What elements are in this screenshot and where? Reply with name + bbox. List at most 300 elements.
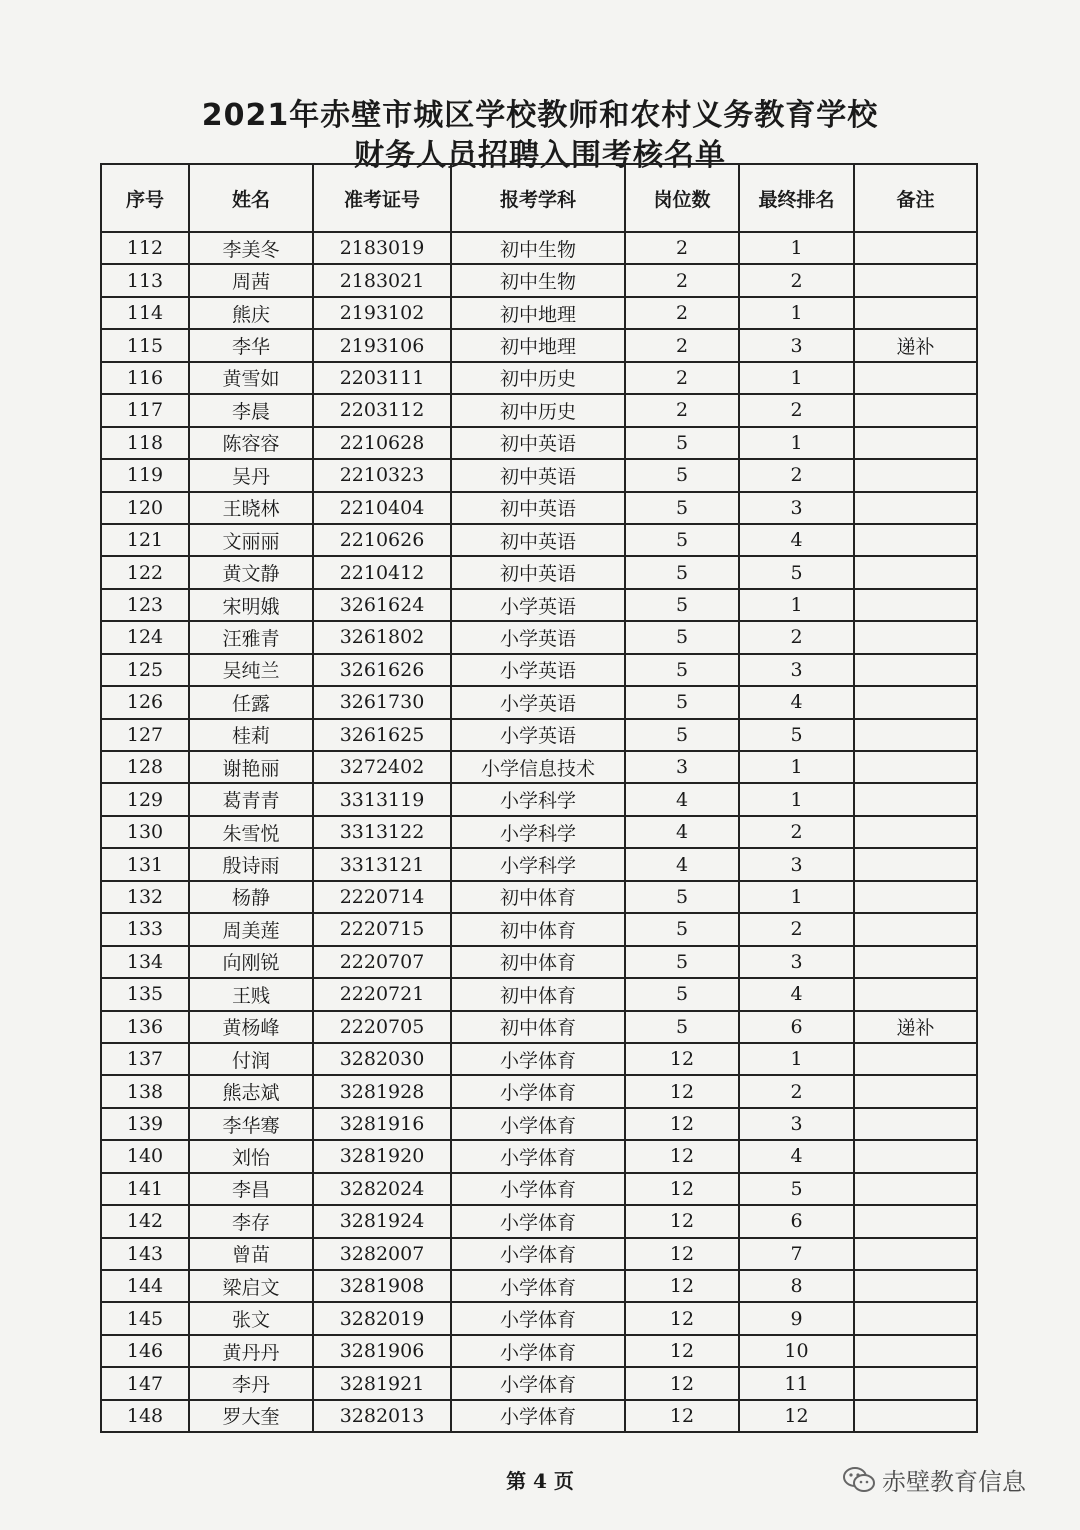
cell-subject: 小学体育 bbox=[451, 1238, 625, 1270]
table-body bbox=[101, 232, 977, 1432]
cell-remarks bbox=[854, 913, 977, 945]
cell-subject: 初中英语 bbox=[451, 459, 625, 491]
cell-final-rank: 3 bbox=[739, 329, 854, 361]
cell-final-rank: 5 bbox=[739, 556, 854, 588]
cell-exam-id: 2183021 bbox=[313, 264, 451, 296]
cell-final-rank: 4 bbox=[739, 1140, 854, 1172]
cell-index: 145 bbox=[101, 1302, 189, 1334]
cell-index: 123 bbox=[101, 589, 189, 621]
cell-subject: 小学信息技术 bbox=[451, 751, 625, 783]
cell-remarks: 递补 bbox=[854, 329, 977, 361]
table-row bbox=[101, 329, 977, 361]
cell-index: 147 bbox=[101, 1367, 189, 1399]
cell-exam-id: 2220705 bbox=[313, 1011, 451, 1043]
cell-name: 刘怡 bbox=[189, 1140, 313, 1172]
cell-final-rank: 4 bbox=[739, 686, 854, 718]
cell-exam-id: 3281924 bbox=[313, 1205, 451, 1237]
cell-positions: 5 bbox=[625, 654, 739, 686]
cell-positions: 12 bbox=[625, 1367, 739, 1399]
cell-index: 133 bbox=[101, 913, 189, 945]
cell-remarks bbox=[854, 1238, 977, 1270]
wechat-icon bbox=[842, 1465, 876, 1495]
cell-final-rank: 1 bbox=[739, 232, 854, 264]
cell-positions: 12 bbox=[625, 1140, 739, 1172]
cell-index: 112 bbox=[101, 232, 189, 264]
cell-index: 119 bbox=[101, 459, 189, 491]
cell-name: 葛青青 bbox=[189, 783, 313, 815]
cell-final-rank: 6 bbox=[739, 1011, 854, 1043]
cell-positions: 5 bbox=[625, 556, 739, 588]
cell-subject: 小学体育 bbox=[451, 1270, 625, 1302]
cell-name: 吴纯兰 bbox=[189, 654, 313, 686]
cell-subject: 小学体育 bbox=[451, 1335, 625, 1367]
cell-name: 文丽丽 bbox=[189, 524, 313, 556]
cell-subject: 小学体育 bbox=[451, 1173, 625, 1205]
cell-remarks bbox=[854, 492, 977, 524]
cell-name: 谢艳丽 bbox=[189, 751, 313, 783]
cell-final-rank: 2 bbox=[739, 264, 854, 296]
cell-remarks bbox=[854, 1335, 977, 1367]
cell-index: 127 bbox=[101, 719, 189, 751]
cell-positions: 2 bbox=[625, 232, 739, 264]
cell-name: 李华 bbox=[189, 329, 313, 361]
cell-final-rank: 2 bbox=[739, 816, 854, 848]
cell-remarks bbox=[854, 848, 977, 880]
cell-positions: 12 bbox=[625, 1270, 739, 1302]
cell-index: 131 bbox=[101, 848, 189, 880]
table-header-row bbox=[101, 164, 977, 232]
header-name: 姓名 bbox=[189, 164, 313, 232]
cell-name: 陈容容 bbox=[189, 427, 313, 459]
cell-positions: 5 bbox=[625, 719, 739, 751]
table-row bbox=[101, 459, 977, 491]
cell-remarks bbox=[854, 1108, 977, 1140]
cell-subject: 初中地理 bbox=[451, 329, 625, 361]
cell-subject: 初中历史 bbox=[451, 394, 625, 426]
cell-name: 黄雪如 bbox=[189, 362, 313, 394]
cell-exam-id: 3281920 bbox=[313, 1140, 451, 1172]
cell-exam-id: 2193106 bbox=[313, 329, 451, 361]
watermark bbox=[842, 1462, 1026, 1497]
cell-name: 李华骞 bbox=[189, 1108, 313, 1140]
cell-final-rank: 11 bbox=[739, 1367, 854, 1399]
cell-positions: 5 bbox=[625, 492, 739, 524]
cell-subject: 小学科学 bbox=[451, 816, 625, 848]
cell-remarks bbox=[854, 1400, 977, 1432]
cell-subject: 初中地理 bbox=[451, 297, 625, 329]
cell-exam-id: 3261802 bbox=[313, 621, 451, 653]
cell-subject: 初中体育 bbox=[451, 913, 625, 945]
cell-name: 李丹 bbox=[189, 1367, 313, 1399]
cell-remarks bbox=[854, 459, 977, 491]
cell-subject: 小学体育 bbox=[451, 1302, 625, 1334]
cell-positions: 5 bbox=[625, 427, 739, 459]
cell-remarks bbox=[854, 1270, 977, 1302]
cell-name: 王贱 bbox=[189, 978, 313, 1010]
cell-exam-id: 3281906 bbox=[313, 1335, 451, 1367]
cell-final-rank: 8 bbox=[739, 1270, 854, 1302]
cell-final-rank: 1 bbox=[739, 783, 854, 815]
cell-exam-id: 3261626 bbox=[313, 654, 451, 686]
cell-positions: 5 bbox=[625, 978, 739, 1010]
cell-subject: 小学体育 bbox=[451, 1075, 625, 1107]
cell-index: 143 bbox=[101, 1238, 189, 1270]
cell-index: 136 bbox=[101, 1011, 189, 1043]
cell-remarks bbox=[854, 1367, 977, 1399]
cell-subject: 初中历史 bbox=[451, 362, 625, 394]
table-row bbox=[101, 1205, 977, 1237]
cell-name: 吴丹 bbox=[189, 459, 313, 491]
cell-name: 李昌 bbox=[189, 1173, 313, 1205]
table-row bbox=[101, 654, 977, 686]
cell-exam-id: 3272402 bbox=[313, 751, 451, 783]
page-title: 2021年赤壁市城区学校教师和农村义务教育学校 bbox=[201, 98, 879, 133]
cell-remarks bbox=[854, 881, 977, 913]
cell-name: 桂莉 bbox=[189, 719, 313, 751]
cell-exam-id: 2220721 bbox=[313, 978, 451, 1010]
cell-positions: 2 bbox=[625, 329, 739, 361]
cell-positions: 5 bbox=[625, 524, 739, 556]
cell-index: 125 bbox=[101, 654, 189, 686]
cell-positions: 5 bbox=[625, 621, 739, 653]
cell-remarks bbox=[854, 297, 977, 329]
table-row bbox=[101, 1400, 977, 1432]
table-row bbox=[101, 719, 977, 751]
table-row bbox=[101, 556, 977, 588]
table-row bbox=[101, 297, 977, 329]
cell-remarks bbox=[854, 978, 977, 1010]
cell-final-rank: 3 bbox=[739, 492, 854, 524]
cell-final-rank: 3 bbox=[739, 946, 854, 978]
cell-positions: 5 bbox=[625, 881, 739, 913]
cell-subject: 小学体育 bbox=[451, 1367, 625, 1399]
cell-exam-id: 3261624 bbox=[313, 589, 451, 621]
table-row bbox=[101, 1075, 977, 1107]
cell-exam-id: 3281916 bbox=[313, 1108, 451, 1140]
cell-index: 138 bbox=[101, 1075, 189, 1107]
cell-index: 121 bbox=[101, 524, 189, 556]
cell-index: 148 bbox=[101, 1400, 189, 1432]
cell-name: 宋明娥 bbox=[189, 589, 313, 621]
cell-name: 罗大奎 bbox=[189, 1400, 313, 1432]
table-row bbox=[101, 848, 977, 880]
cell-index: 146 bbox=[101, 1335, 189, 1367]
cell-remarks bbox=[854, 1173, 977, 1205]
cell-remarks bbox=[854, 556, 977, 588]
cell-final-rank: 1 bbox=[739, 427, 854, 459]
cell-remarks bbox=[854, 1140, 977, 1172]
cell-final-rank: 5 bbox=[739, 1173, 854, 1205]
cell-positions: 12 bbox=[625, 1043, 739, 1075]
cell-name: 杨静 bbox=[189, 881, 313, 913]
cell-remarks: 递补 bbox=[854, 1011, 977, 1043]
cell-index: 134 bbox=[101, 946, 189, 978]
cell-subject: 小学英语 bbox=[451, 719, 625, 751]
cell-remarks bbox=[854, 783, 977, 815]
cell-final-rank: 6 bbox=[739, 1205, 854, 1237]
header-remarks: 备注 bbox=[854, 164, 977, 232]
table-row bbox=[101, 1302, 977, 1334]
cell-name: 熊庆 bbox=[189, 297, 313, 329]
cell-exam-id: 3281928 bbox=[313, 1075, 451, 1107]
cell-index: 113 bbox=[101, 264, 189, 296]
table-row bbox=[101, 1238, 977, 1270]
cell-name: 周茜 bbox=[189, 264, 313, 296]
cell-subject: 初中英语 bbox=[451, 556, 625, 588]
cell-exam-id: 3261625 bbox=[313, 719, 451, 751]
cell-positions: 12 bbox=[625, 1335, 739, 1367]
cell-final-rank: 3 bbox=[739, 848, 854, 880]
cell-final-rank: 7 bbox=[739, 1238, 854, 1270]
cell-subject: 小学科学 bbox=[451, 783, 625, 815]
cell-index: 129 bbox=[101, 783, 189, 815]
cell-positions: 5 bbox=[625, 946, 739, 978]
cell-index: 120 bbox=[101, 492, 189, 524]
cell-subject: 初中生物 bbox=[451, 264, 625, 296]
cell-exam-id: 3313121 bbox=[313, 848, 451, 880]
table-row bbox=[101, 881, 977, 913]
watermark-text: 赤壁教育信息 bbox=[882, 1468, 1026, 1496]
cell-remarks bbox=[854, 1302, 977, 1334]
cell-remarks bbox=[854, 232, 977, 264]
table-row bbox=[101, 427, 977, 459]
cell-name: 周美莲 bbox=[189, 913, 313, 945]
cell-subject: 小学体育 bbox=[451, 1400, 625, 1432]
cell-final-rank: 4 bbox=[739, 524, 854, 556]
cell-final-rank: 9 bbox=[739, 1302, 854, 1334]
table-row bbox=[101, 686, 977, 718]
cell-name: 王晓林 bbox=[189, 492, 313, 524]
cell-index: 144 bbox=[101, 1270, 189, 1302]
cell-positions: 5 bbox=[625, 686, 739, 718]
cell-remarks bbox=[854, 1205, 977, 1237]
cell-exam-id: 3281908 bbox=[313, 1270, 451, 1302]
cell-subject: 初中体育 bbox=[451, 978, 625, 1010]
cell-remarks bbox=[854, 524, 977, 556]
table-row bbox=[101, 524, 977, 556]
table-row bbox=[101, 751, 977, 783]
cell-final-rank: 1 bbox=[739, 751, 854, 783]
cell-name: 李美冬 bbox=[189, 232, 313, 264]
table-row bbox=[101, 1270, 977, 1302]
table-row bbox=[101, 978, 977, 1010]
cell-remarks bbox=[854, 719, 977, 751]
cell-name: 熊志斌 bbox=[189, 1075, 313, 1107]
table-row bbox=[101, 232, 977, 264]
page-subtitle: 财务人员招聘入围考核名单 bbox=[354, 138, 726, 173]
cell-positions: 12 bbox=[625, 1108, 739, 1140]
cell-final-rank: 5 bbox=[739, 719, 854, 751]
cell-exam-id: 2210323 bbox=[313, 459, 451, 491]
cell-exam-id: 2193102 bbox=[313, 297, 451, 329]
cell-name: 殷诗雨 bbox=[189, 848, 313, 880]
cell-final-rank: 1 bbox=[739, 589, 854, 621]
cell-subject: 小学体育 bbox=[451, 1205, 625, 1237]
cell-remarks bbox=[854, 1075, 977, 1107]
cell-index: 135 bbox=[101, 978, 189, 1010]
cell-subject: 小学英语 bbox=[451, 589, 625, 621]
cell-subject: 小学体育 bbox=[451, 1108, 625, 1140]
cell-index: 124 bbox=[101, 621, 189, 653]
cell-final-rank: 1 bbox=[739, 881, 854, 913]
table-row bbox=[101, 264, 977, 296]
cell-name: 任露 bbox=[189, 686, 313, 718]
cell-remarks bbox=[854, 621, 977, 653]
cell-subject: 小学体育 bbox=[451, 1140, 625, 1172]
table-row bbox=[101, 1173, 977, 1205]
header-positions: 岗位数 bbox=[625, 164, 739, 232]
cell-remarks bbox=[854, 816, 977, 848]
cell-name: 黄杨峰 bbox=[189, 1011, 313, 1043]
cell-exam-id: 2183019 bbox=[313, 232, 451, 264]
cell-final-rank: 2 bbox=[739, 621, 854, 653]
header-subject: 报考学科 bbox=[451, 164, 625, 232]
cell-index: 140 bbox=[101, 1140, 189, 1172]
cell-remarks bbox=[854, 264, 977, 296]
cell-final-rank: 3 bbox=[739, 654, 854, 686]
cell-exam-id: 2210404 bbox=[313, 492, 451, 524]
cell-index: 126 bbox=[101, 686, 189, 718]
cell-subject: 初中英语 bbox=[451, 492, 625, 524]
cell-positions: 2 bbox=[625, 297, 739, 329]
table-row bbox=[101, 1043, 977, 1075]
cell-exam-id: 3282013 bbox=[313, 1400, 451, 1432]
cell-subject: 初中体育 bbox=[451, 881, 625, 913]
table-row bbox=[101, 621, 977, 653]
table-row bbox=[101, 362, 977, 394]
cell-subject: 初中生物 bbox=[451, 232, 625, 264]
cell-final-rank: 12 bbox=[739, 1400, 854, 1432]
cell-positions: 2 bbox=[625, 264, 739, 296]
table-row bbox=[101, 816, 977, 848]
cell-index: 118 bbox=[101, 427, 189, 459]
cell-positions: 3 bbox=[625, 751, 739, 783]
cell-subject: 初中体育 bbox=[451, 1011, 625, 1043]
cell-remarks bbox=[854, 589, 977, 621]
cell-positions: 12 bbox=[625, 1075, 739, 1107]
cell-exam-id: 2210412 bbox=[313, 556, 451, 588]
cell-index: 122 bbox=[101, 556, 189, 588]
cell-name: 李存 bbox=[189, 1205, 313, 1237]
cell-positions: 12 bbox=[625, 1173, 739, 1205]
cell-subject: 小学体育 bbox=[451, 1043, 625, 1075]
cell-index: 130 bbox=[101, 816, 189, 848]
header-exam-id: 准考证号 bbox=[313, 164, 451, 232]
table-row bbox=[101, 946, 977, 978]
cell-name: 梁启文 bbox=[189, 1270, 313, 1302]
cell-positions: 12 bbox=[625, 1302, 739, 1334]
table-row bbox=[101, 492, 977, 524]
roster-table bbox=[100, 163, 978, 1433]
cell-exam-id: 3281921 bbox=[313, 1367, 451, 1399]
cell-final-rank: 2 bbox=[739, 913, 854, 945]
cell-index: 137 bbox=[101, 1043, 189, 1075]
cell-name: 黄丹丹 bbox=[189, 1335, 313, 1367]
table-row bbox=[101, 783, 977, 815]
cell-exam-id: 2203111 bbox=[313, 362, 451, 394]
table-row bbox=[101, 1335, 977, 1367]
cell-exam-id: 3282030 bbox=[313, 1043, 451, 1075]
cell-positions: 4 bbox=[625, 848, 739, 880]
header-final-rank: 最终排名 bbox=[739, 164, 854, 232]
page-number: 第 4 页 bbox=[506, 1469, 574, 1493]
cell-name: 黄文静 bbox=[189, 556, 313, 588]
cell-remarks bbox=[854, 686, 977, 718]
cell-exam-id: 3313119 bbox=[313, 783, 451, 815]
cell-name: 付润 bbox=[189, 1043, 313, 1075]
cell-index: 128 bbox=[101, 751, 189, 783]
cell-name: 李晨 bbox=[189, 394, 313, 426]
cell-exam-id: 3282024 bbox=[313, 1173, 451, 1205]
cell-name: 汪雅青 bbox=[189, 621, 313, 653]
cell-remarks bbox=[854, 946, 977, 978]
cell-final-rank: 1 bbox=[739, 362, 854, 394]
cell-final-rank: 3 bbox=[739, 1108, 854, 1140]
cell-subject: 小学科学 bbox=[451, 848, 625, 880]
cell-exam-id: 3282007 bbox=[313, 1238, 451, 1270]
cell-exam-id: 2220707 bbox=[313, 946, 451, 978]
cell-exam-id: 3261730 bbox=[313, 686, 451, 718]
cell-positions: 12 bbox=[625, 1205, 739, 1237]
table-row bbox=[101, 1367, 977, 1399]
cell-index: 114 bbox=[101, 297, 189, 329]
cell-positions: 4 bbox=[625, 783, 739, 815]
cell-name: 朱雪悦 bbox=[189, 816, 313, 848]
cell-remarks bbox=[854, 654, 977, 686]
cell-positions: 5 bbox=[625, 1011, 739, 1043]
cell-final-rank: 2 bbox=[739, 459, 854, 491]
cell-subject: 初中英语 bbox=[451, 427, 625, 459]
cell-exam-id: 2220715 bbox=[313, 913, 451, 945]
cell-final-rank: 1 bbox=[739, 297, 854, 329]
cell-exam-id: 2220714 bbox=[313, 881, 451, 913]
table-row bbox=[101, 394, 977, 426]
cell-positions: 5 bbox=[625, 589, 739, 621]
cell-index: 141 bbox=[101, 1173, 189, 1205]
cell-exam-id: 3282019 bbox=[313, 1302, 451, 1334]
cell-name: 向刚锐 bbox=[189, 946, 313, 978]
cell-final-rank: 1 bbox=[739, 1043, 854, 1075]
cell-positions: 2 bbox=[625, 362, 739, 394]
cell-final-rank: 4 bbox=[739, 978, 854, 1010]
cell-remarks bbox=[854, 394, 977, 426]
cell-positions: 5 bbox=[625, 459, 739, 491]
cell-name: 张文 bbox=[189, 1302, 313, 1334]
cell-positions: 5 bbox=[625, 913, 739, 945]
cell-exam-id: 3313122 bbox=[313, 816, 451, 848]
cell-positions: 12 bbox=[625, 1400, 739, 1432]
cell-subject: 小学英语 bbox=[451, 686, 625, 718]
cell-index: 132 bbox=[101, 881, 189, 913]
cell-remarks bbox=[854, 427, 977, 459]
cell-positions: 12 bbox=[625, 1238, 739, 1270]
cell-index: 117 bbox=[101, 394, 189, 426]
cell-remarks bbox=[854, 751, 977, 783]
cell-final-rank: 10 bbox=[739, 1335, 854, 1367]
cell-remarks bbox=[854, 1043, 977, 1075]
cell-exam-id: 2203112 bbox=[313, 394, 451, 426]
table-row bbox=[101, 1140, 977, 1172]
table-row bbox=[101, 1108, 977, 1140]
cell-exam-id: 2210626 bbox=[313, 524, 451, 556]
cell-subject: 小学英语 bbox=[451, 621, 625, 653]
cell-positions: 2 bbox=[625, 394, 739, 426]
table-row bbox=[101, 1011, 977, 1043]
cell-index: 139 bbox=[101, 1108, 189, 1140]
cell-index: 116 bbox=[101, 362, 189, 394]
cell-remarks bbox=[854, 362, 977, 394]
header-index: 序号 bbox=[101, 164, 189, 232]
